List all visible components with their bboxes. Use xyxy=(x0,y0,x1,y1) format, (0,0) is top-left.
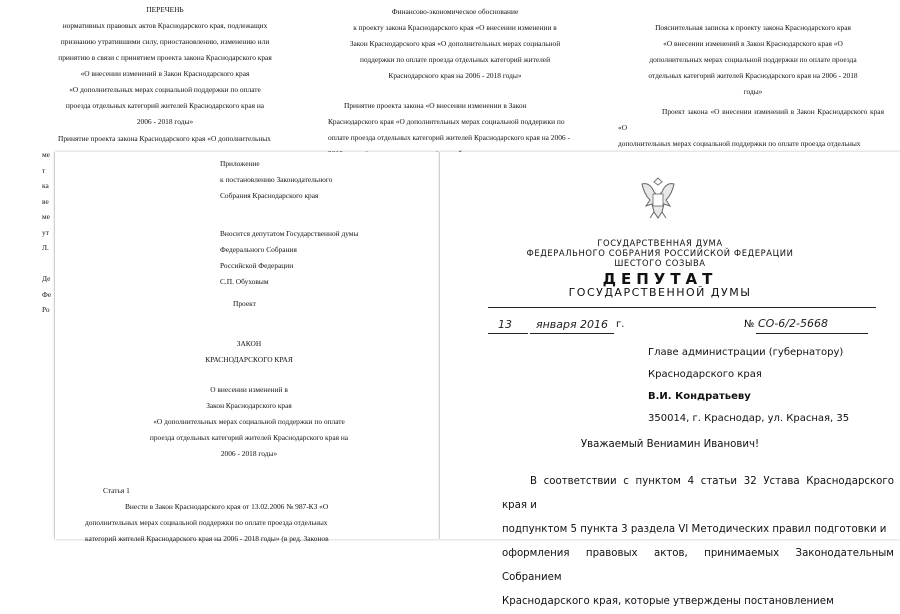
letter-number: СО-6/2-5668 xyxy=(758,317,828,330)
margin-fragment: Л. xyxy=(42,243,49,252)
date-day: 13 xyxy=(498,318,512,331)
finance-line: Закон Краснодарского края «О дополнительных мерах социальной xyxy=(349,39,561,48)
draft-law-body: Внести в Закон Краснодарского края от 13.02.2006 № 987-КЗ «О xyxy=(125,502,329,511)
date-month-underline xyxy=(530,333,580,334)
letter-body: Краснодарского края, которые утверждены постановлением xyxy=(502,596,834,607)
recipient-name: В.И. Кондратьеву xyxy=(648,391,751,402)
duma-header-line: ГОСУДАРСТВЕННАЯ ДУМА xyxy=(597,238,723,248)
margin-fragment: Ро xyxy=(42,305,50,314)
coat-of-arms-emblem xyxy=(636,174,680,222)
appendix-line: к постановлению Законодательного xyxy=(220,175,333,184)
margin-fragment xyxy=(42,256,56,272)
margin-fragment: ве xyxy=(42,196,49,206)
margin-fragment: ме xyxy=(42,212,50,221)
finance-line: поддержки по оплате проезда отдельных категорий жителей xyxy=(359,55,551,64)
law-title-line: 2006 - 2018 годы» xyxy=(220,449,278,458)
project-label: Проект xyxy=(233,299,256,308)
date-year: 2016 xyxy=(580,318,608,331)
perechen-line: принятию в связи с принятием проекта закона Краснодарского края xyxy=(58,53,272,62)
explanatory-line: годы» xyxy=(743,87,763,96)
page-deputy-letter xyxy=(440,152,900,607)
number-underline xyxy=(756,333,868,334)
perechen-line: проезда отдельных категорий жителей Краснодарского края на xyxy=(65,101,265,110)
appendix-line: Собрания Краснодарского края xyxy=(220,191,319,200)
margin-fragment: ка xyxy=(42,181,49,190)
finance-body: оплате проезда отдельных категорий жителей Краснодарского края на 2006 - xyxy=(328,133,570,142)
letter-body: подпунктом 5 пункта 3 раздела VI Методических правил подготовки и xyxy=(502,524,887,535)
perechen-line: 2006 - 2018 годы» xyxy=(136,117,194,126)
explanatory-title: Пояснительная записка к проекту закона Краснодарского края xyxy=(655,23,851,32)
draft-law-body: дополнительных мерах социальной поддержки по оплате проезда отдельных xyxy=(85,518,328,527)
introduced-line: Федерального Собрания xyxy=(220,245,297,254)
number-label: № xyxy=(744,319,755,330)
law-title-line: О внесении изменений в xyxy=(210,385,288,394)
margin-fragment: ме xyxy=(42,150,50,159)
law-title-line: проезда отдельных категорий жителей Краснодарского края на xyxy=(149,433,349,442)
perechen-line: «О внесении изменений в Закон Краснодарского края xyxy=(80,69,250,78)
date-day-underline xyxy=(488,333,528,334)
recipient-line: Главе администрации (губернатору) xyxy=(648,347,844,358)
explanatory-body: Проект закона «О внесении изменений в Закон Краснодарского края «О xyxy=(618,107,884,132)
finance-line: к проекту закона Краснодарского края «О внесении изменении в xyxy=(353,23,557,32)
page-draft-law xyxy=(55,152,440,543)
finance-body: Принятие проекта закона «О внесении изменении в Закон xyxy=(344,101,527,110)
perechen-line: нормативных правовых актов Краснодарского края, подлежащих xyxy=(62,21,268,30)
letter-body: оформления правовых актов, принимаемых Законодательным Собранием xyxy=(502,548,894,583)
introduced-line: С.П. Обуховым xyxy=(220,277,269,286)
recipient-line: Краснодарского края xyxy=(648,369,762,380)
explanatory-body: дополнительных мерах социальной поддержки по оплате проезда отдельных xyxy=(618,139,861,148)
header-rule xyxy=(488,307,876,308)
finance-title: Финансово-экономическое обоснование xyxy=(391,7,519,16)
duma-header-line: ФЕДЕРАЛЬНОГО СОБРАНИЯ РОССИЙСКОЙ ФЕДЕРАЦИИ xyxy=(526,248,794,258)
explanatory-line: дополнительных мерах социальной поддержки по оплате проезда xyxy=(649,55,857,64)
date-month: января xyxy=(536,318,577,331)
finance-line: Краснодарского края на 2006 - 2018 годы» xyxy=(388,71,522,80)
perechen-line: «О дополнительных мерах социальной поддержки по оплате xyxy=(69,85,261,94)
explanatory-line: «О внесении изменений в Закон Краснодарского края «О xyxy=(663,39,843,48)
deputat-heading: ДЕПУТАТ xyxy=(602,270,718,288)
greeting: Уважаемый Вениамин Иванович! xyxy=(580,439,760,450)
introduced-line: Российской Федерации xyxy=(220,261,294,270)
letter-body: В соответствии с пунктом 4 статьи 32 Устава Краснодарского края и xyxy=(502,476,894,511)
introduced-line: Вносится депутатом Государственной думы xyxy=(220,229,359,238)
perechen-body: Принятие проекта закона Краснодарского края «О дополнительных xyxy=(58,134,271,143)
law-title-line: Закон Краснодарского края xyxy=(206,401,292,410)
finance-body: Краснодарского края «О дополнительных мерах социальной поддержки по xyxy=(328,117,565,126)
margin-fragment: Де xyxy=(42,274,51,283)
law-heading: ЗАКОН xyxy=(236,339,262,348)
margin-fragment: т xyxy=(42,165,46,175)
date-suffix: г. xyxy=(616,319,625,330)
recipient-address: 350014, г. Краснодар, ул. Красная, 35 xyxy=(648,413,850,424)
gosdum-heading: ГОСУДАРСТВЕННОЙ ДУМЫ xyxy=(568,286,752,299)
perechen-title: ПЕРЕЧЕНЬ xyxy=(146,5,184,14)
perechen-line: признанию утратившими силу, приостановлению, изменению или xyxy=(60,37,270,46)
article-heading: Статья 1 xyxy=(103,486,130,495)
margin-fragment: Фе xyxy=(42,289,52,299)
appendix-line: Приложение xyxy=(220,159,260,168)
margin-fragment: ут xyxy=(42,227,49,237)
draft-law-body: категорий жителей Краснодарского края на 2006 - 2018 годы» (в ред. Законов xyxy=(85,534,329,543)
law-title-line: «О дополнительных мерах социальной поддержки по оплате xyxy=(153,417,345,426)
duma-header-line: ШЕСТОГО СОЗЫВА xyxy=(614,258,706,268)
explanatory-line: отдельных категорий жителей Краснодарского края на 2006 - 2018 xyxy=(648,71,858,80)
date-year-underline xyxy=(578,333,614,334)
region-heading: КРАСНОДАРСКОГО КРАЯ xyxy=(205,355,293,364)
